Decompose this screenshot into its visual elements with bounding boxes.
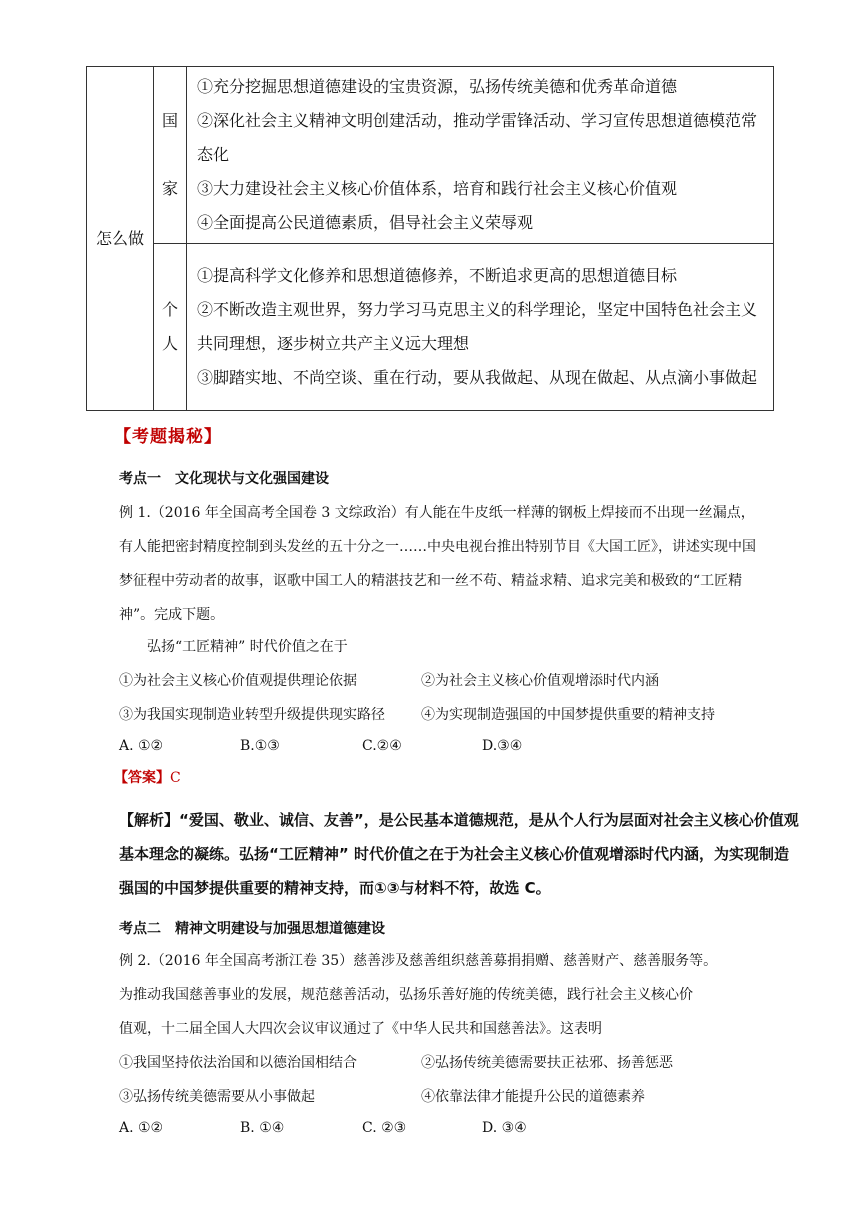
- subheader-char: 家: [161, 179, 178, 198]
- subheader-national: [154, 67, 187, 244]
- list-item: ②深化社会主义精神文明创建活动，推动学雷锋活动、学习宣传思想道德模范常态化: [197, 111, 758, 164]
- question-stem: 弘扬“工匠精神” 时代价值之在于: [147, 639, 348, 655]
- section-title: 【考题揭秘】: [114, 427, 222, 447]
- statement: ④为实现制造强国的中国梦提供重要的精神支持: [421, 707, 715, 723]
- example-intro: 例 1.（2016 年全国高考全国卷 3 文综政治）有人能在牛皮纸一样薄的钢板上焊接而不出现一丝漏点，有人能把密封精度控制到头发丝的五十分之一……中央电视台推出特别节目《大国工匠》，讲述实现中国梦征程中劳动者的故事，讴歌中国工人的精湛技艺和一丝不苟、精益求精、追求完美和极致的“工匠精神”。完成下题。: [119, 505, 756, 623]
- answer-option: B. ①④: [240, 1120, 285, 1136]
- example-line: 例 2.（2016 年全国高考浙江卷 35）慈善涉及慈善组织慈善募捐捐赠、慈善财产、慈善服务等。: [119, 953, 718, 969]
- list-item: ①提高科学文化修养和思想道德修养，不断追求更高的思想道德目标: [197, 266, 678, 285]
- kaodian-heading: [119, 468, 329, 488]
- statement: ④依靠法律才能提升公民的道德素养: [421, 1089, 645, 1105]
- statement: ②为社会主义核心价值观增添时代内涵: [421, 673, 659, 689]
- answer-option: D.③④: [482, 738, 523, 754]
- answer-tag: 【答案】: [114, 770, 170, 786]
- table-row: [87, 67, 774, 244]
- kaodian-number: 考点一: [119, 471, 161, 487]
- table-row: [87, 244, 774, 411]
- kaodian-title: 精神文明建设与加强思想道德建设: [175, 921, 385, 937]
- statement: ②弘扬传统美德需要扶正祛邪、扬善惩恶: [421, 1055, 673, 1071]
- answer-option: A. ①②: [119, 1120, 164, 1136]
- national-measures-cell: [187, 67, 774, 244]
- statement: ①为社会主义核心价值观提供理论依据: [119, 673, 357, 689]
- list-item: ②不断改造主观世界，努力学习马克思主义的科学理论，坚定中国特色社会主义共同理想，逐步树立共产主义远大理想: [197, 300, 758, 353]
- statement: ③为我国实现制造业转型升级提供现实路径: [119, 707, 385, 723]
- list-item: ①充分挖掘思想道德建设的宝贵资源，弘扬传统美德和优秀革命道德: [197, 77, 678, 96]
- kaodian-title: 文化现状与文化强国建设: [175, 471, 329, 487]
- example-line: 值观，十二届全国人大四次会议审议通过了《中华人民共和国慈善法》。这表明: [119, 1021, 602, 1037]
- kaodian-number: 考点二: [119, 921, 161, 937]
- subheader-individual: [154, 244, 187, 411]
- subheader-char: 国: [161, 111, 178, 130]
- list-item: ③脚踏实地、不尚空谈、重在行动，要从我做起、从现在做起、从点滴小事做起: [197, 368, 758, 387]
- statement: ①我国坚持依法治国和以德治国相结合: [119, 1055, 357, 1071]
- analysis-text: 【解析】“爱国、敬业、诚信、友善”，是公民基本道德规范，是从个人行为层面对社会主义核心价值观基本理念的凝练。弘扬“工匠精神” 时代价值之在于为社会主义核心价值观增添时代内涵，为实现制造强国的中国梦提供重要的精神支持，而①③与材料不符，故选 C。: [119, 811, 799, 897]
- individual-measures-cell: [187, 244, 774, 411]
- answer-option: A. ①②: [119, 738, 164, 754]
- list-item: ③大力建设社会主义核心价值体系，培育和践行社会主义核心价值观: [197, 179, 678, 198]
- measures-table: [86, 66, 774, 411]
- answer-option: C. ②③: [362, 1120, 407, 1136]
- answer-option: D. ③④: [482, 1120, 527, 1136]
- subheader-char: 人: [161, 334, 178, 353]
- statement: ③弘扬传统美德需要从小事做起: [119, 1089, 315, 1105]
- kaodian-heading: [119, 918, 385, 938]
- list-item: ④全面提高公民道德素质，倡导社会主义荣辱观: [197, 213, 534, 232]
- example-line: 为推动我国慈善事业的发展，规范慈善活动，弘扬乐善好施的传统美德，践行社会主义核心价: [119, 987, 693, 1003]
- subheader-char: 个: [161, 300, 178, 319]
- answer-option: B.①③: [240, 738, 280, 754]
- answer-option: C.②④: [362, 738, 402, 754]
- answer-line: [114, 767, 181, 787]
- answer-value: C: [170, 770, 181, 786]
- row-header: 怎么做: [87, 67, 154, 411]
